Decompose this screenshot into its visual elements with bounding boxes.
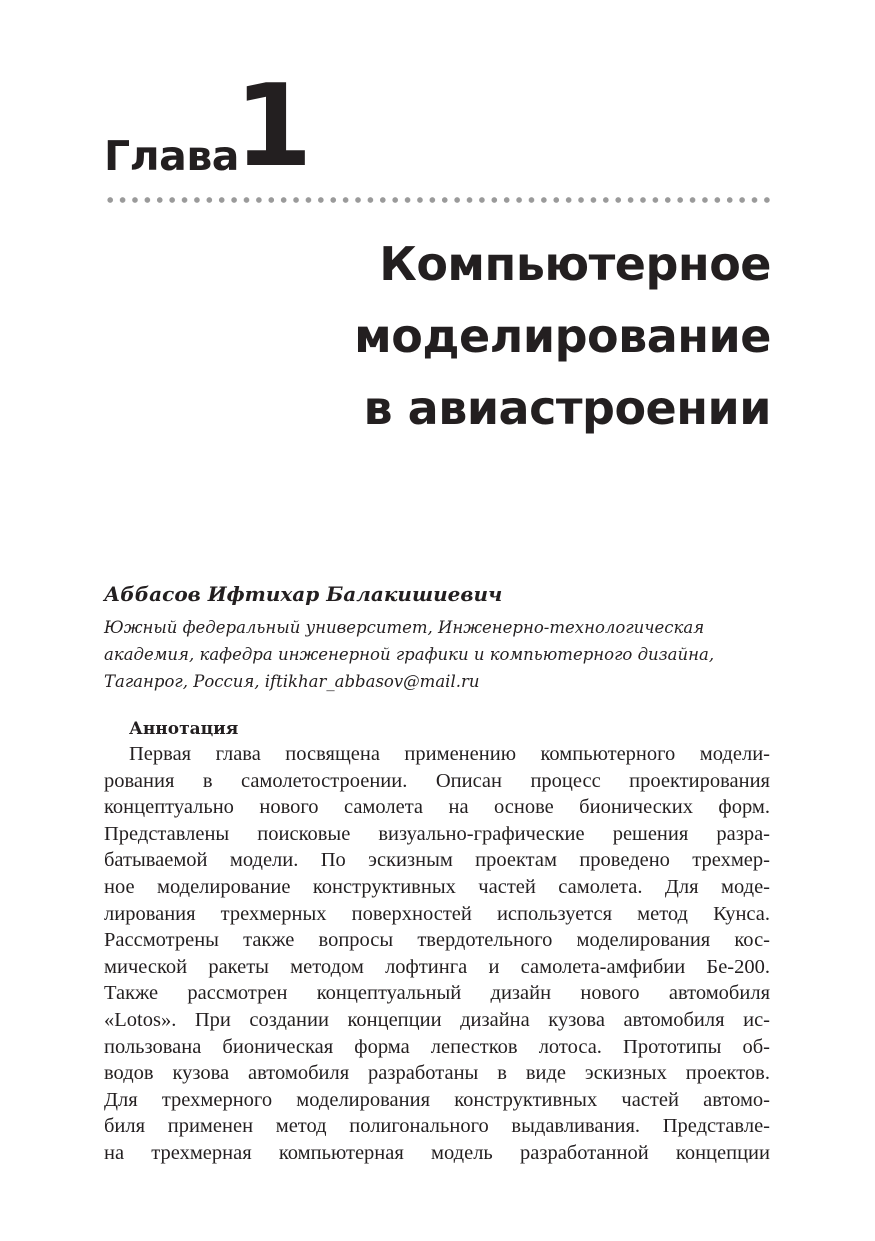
chapter-title: [211, 228, 771, 444]
author-name: Аббасов Ифтихар Балакишиевич: [104, 582, 503, 606]
abstract-line: пользована бионическая форма лепестков лотоса. Прототипы об-: [104, 1035, 770, 1058]
abstract-line: батываемой модели. По эскизным проектам проведено трехмер-: [104, 849, 770, 872]
abstract-line: Представлены поисковые визуально-графические решения разра-: [104, 822, 770, 845]
chapter-heading: [104, 60, 774, 192]
abstract-line: лирования трехмерных поверхностей используется метод Кунса.: [104, 902, 770, 925]
abstract-line: ное моделирование конструктивных частей самолета. Для моде-: [104, 875, 770, 898]
chapter-number: 1: [234, 60, 313, 192]
abstract-line: концептуально нового самолета на основе бионических форм.: [104, 796, 770, 819]
affiliation-line: Южный федеральный университет, Инженерно-технологическая: [104, 618, 705, 637]
affiliation-line: академия, кафедра инженерной графики и компьютерного дизайна,: [104, 645, 715, 664]
author-affiliation: [104, 614, 784, 695]
abstract-line: биля применен метод полигонального выдавливания. Представле-: [104, 1115, 770, 1138]
abstract-line: рования в самолетостроении. Описан процесс проектирования: [104, 769, 770, 792]
chapter-label: Глава: [104, 132, 239, 180]
abstract-line: Для трехмерного моделирования конструктивных частей автомо-: [104, 1088, 770, 1111]
abstract-line: на трехмерная компьютерная модель разработанной концепции: [104, 1141, 770, 1164]
abstract-line: Также рассмотрен концептуальный дизайн нового автомобиля: [104, 982, 770, 1005]
abstract-body: [104, 741, 770, 1167]
affiliation-line: Таганрог, Россия, iftikhar_abbasov@mail.ru: [104, 672, 480, 691]
chapter-title-line: в авиастроении: [363, 381, 771, 435]
abstract-line: Первая глава посвящена применению компьютерного модели-: [129, 743, 770, 765]
abstract-heading: Аннотация: [129, 719, 239, 739]
abstract-line: водов кузова автомобиля разработаны в виде эскизных проектов.: [104, 1062, 770, 1085]
abstract-line: «Lotos». При создании концепции дизайна кузова автомобиля ис-: [104, 1008, 770, 1031]
dotted-divider: [104, 196, 772, 204]
chapter-title-line: Компьютерное: [379, 237, 771, 291]
abstract-line: мической ракеты методом лофтинга и самолета-амфибии Бе-200.: [104, 955, 770, 978]
chapter-title-line: моделирование: [354, 309, 771, 363]
abstract-line: Рассмотрены также вопросы твердотельного моделирования кос-: [104, 929, 770, 952]
